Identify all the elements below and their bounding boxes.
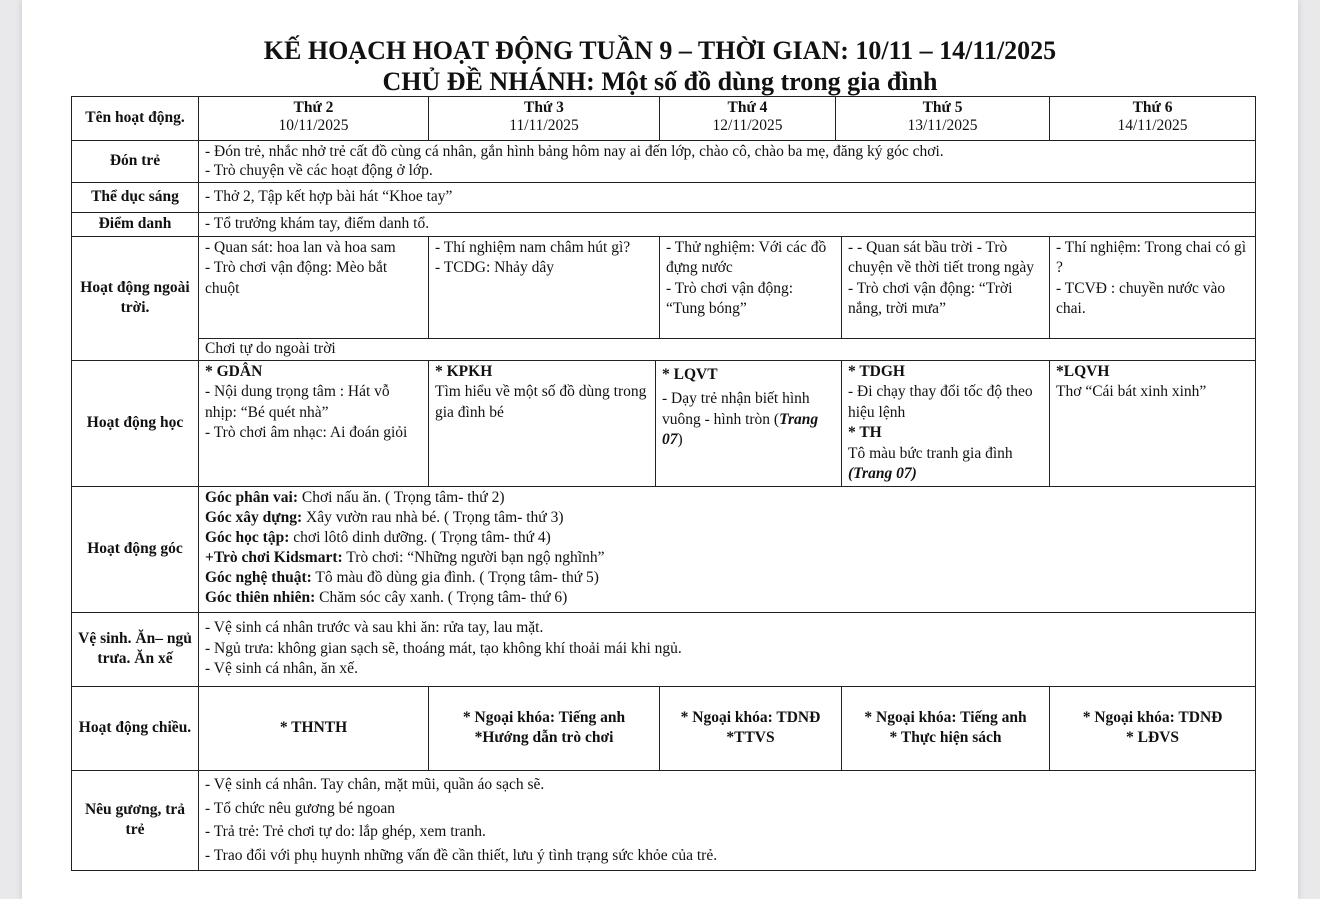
content-the-duc: - Thở 2, Tập kết hợp bài hát “Khoe tay” — [199, 183, 1256, 213]
label-don-tre: Đón trẻ — [72, 141, 199, 183]
label-diem-danh: Điểm danh — [72, 213, 199, 237]
chieu-tue: * Ngoại khóa: Tiếng anh *Hướng dẫn trò chơi — [429, 686, 660, 770]
label-goc: Hoạt động góc — [72, 486, 199, 612]
row-neu-guong — [72, 770, 1256, 870]
header-thu: Thứ 5 13/11/2025 — [836, 97, 1050, 141]
goc-item: Góc xây dựng: Xây vườn rau nhà bé. ( Trọng tâm- thứ 3) — [205, 508, 564, 526]
hoc-tue: * KPKH Tìm hiểu về một số đồ dùng trong gia đình bé — [429, 360, 656, 486]
ngoai-troi-tue: - Thí nghiệm nam châm hút gì? - TCDG: Nhảy dây — [429, 236, 660, 338]
content-goc — [199, 486, 1256, 612]
content-don-tre: - Đón trẻ, nhắc nhở trẻ cất đồ cùng cá nhân, gắn hình bảng hôm nay ai đến lớp, chào cô, chào ba mẹ, đăng ký góc chơi. - Trò chuyện về các hoạt động ở lớp. — [199, 141, 1256, 183]
row-ngoai-troi-common — [72, 338, 1256, 360]
label-hoc: Hoạt động học — [72, 360, 199, 486]
label-ve-sinh: Vệ sinh. Ăn– ngủ trưa. Ăn xế — [72, 612, 199, 686]
content-neu-guong: - Vệ sinh cá nhân. Tay chân, mặt mũi, quần áo sạch sẽ. - Tổ chức nêu gương bé ngoan - Trả trẻ: Trẻ chơi tự do: lắp ghép, xem tranh. - Trao đổi với phụ huynh những vấn đề cần thiết, lưu ý tình trạng sức khỏe của trẻ. — [199, 770, 1256, 870]
chieu-fri: * Ngoại khóa: TDNĐ * LĐVS — [1050, 686, 1256, 770]
ngoai-troi-mon: - Quan sát: hoa lan và hoa sam - Trò chơi vận động: Mèo bắt chuột — [199, 236, 429, 338]
row-don-tre — [72, 141, 1256, 183]
goc-item: Góc học tập: chơi lôtô dinh dưỡng. ( Trọng tâm- thứ 4) — [205, 528, 551, 546]
chieu-mon: * THNTH — [199, 686, 429, 770]
hoc-mon: * GDÂN - Nội dung trọng tâm : Hát vỗ nhịp: “Bé quét nhà” - Trò chơi âm nhạc: Ai đoán giỏi — [199, 360, 429, 486]
content-diem-danh: - Tổ trưởng khám tay, điểm danh tổ. — [199, 213, 1256, 237]
label-neu-guong: Nêu gương, trả trẻ — [72, 770, 199, 870]
row-goc — [72, 486, 1256, 612]
page-title: KẾ HOẠCH HOẠT ĐỘNG TUẦN 9 – THỜI GIAN: 10/11 – 14/11/2025 — [263, 36, 1057, 65]
ngoai-troi-wed: - Thử nghiệm: Với các đồ đựng nước - Trò chơi vận động: “Tung bóng” — [660, 236, 842, 338]
hoc-wed: * LQVT - Dạy trẻ nhận biết hình vuông - hình tròn (Trang 07) — [656, 360, 842, 486]
page-subtitle: CHỦ ĐỀ NHÁNH: Một số đồ dùng trong gia đình — [382, 67, 938, 96]
ngoai-troi-common: Chơi tự do ngoài trời — [199, 338, 1256, 360]
label-the-duc: Thể dục sáng — [72, 183, 199, 213]
row-diem-danh — [72, 213, 1256, 237]
row-the-duc — [72, 183, 1256, 213]
hoc-thu: * TDGH - Đi chạy thay đổi tốc độ theo hiệu lệnh * TH Tô màu bức tranh gia đình (Trang 07) — [842, 360, 1050, 486]
header-row — [72, 97, 1256, 141]
content-ve-sinh: - Vệ sinh cá nhân trước và sau khi ăn: rửa tay, lau mặt. - Ngủ trưa: không gian sạch sẽ, thoáng mát, tạo không khí thoải mái khi ngủ. - Vệ sinh cá nhân, ăn xế. — [199, 612, 1256, 686]
label-chieu: Hoạt động chiều. — [72, 686, 199, 770]
header-fri: Thứ 6 14/11/2025 — [1050, 97, 1256, 141]
header-mon: Thứ 2 10/11/2025 — [199, 97, 429, 141]
goc-item: Góc nghệ thuật: Tô màu đồ dùng gia đình. ( Trọng tâm- thứ 5) — [205, 568, 599, 586]
row-hoc — [72, 360, 1256, 486]
label-ngoai-troi: Hoạt động ngoài trời. — [72, 236, 199, 360]
ngoai-troi-fri: - Thí nghiệm: Trong chai có gì ? - TCVĐ : chuyền nước vào chai. — [1050, 236, 1256, 338]
row-chieu — [72, 686, 1256, 770]
ngoai-troi-thu: - - Quan sát bầu trời - Trò chuyện về thời tiết trong ngày - Trò chơi vận động: “Trời nắng, trời mưa” — [842, 236, 1050, 338]
header-activity-name: Tên hoạt động. — [72, 97, 199, 141]
goc-item: Góc thiên nhiên: Chăm sóc cây xanh. ( Trọng tâm- thứ 6) — [205, 588, 568, 606]
weekly-plan-table — [71, 96, 1256, 871]
header-wed: Thứ 4 12/11/2025 — [660, 97, 836, 141]
chieu-wed: * Ngoại khóa: TDNĐ *TTVS — [660, 686, 842, 770]
hoc-fri: *LQVH Thơ “Cái bát xinh xinh” — [1050, 360, 1256, 486]
goc-item: +Trò chơi Kidsmart: Trò chơi: “Những người bạn ngộ nghĩnh” — [205, 548, 605, 566]
goc-item: Góc phân vai: Chơi nấu ăn. ( Trọng tâm- thứ 2) — [205, 488, 505, 506]
header-tue: Thứ 3 11/11/2025 — [429, 97, 660, 141]
chieu-thu: * Ngoại khóa: Tiếng anh * Thực hiện sách — [842, 686, 1050, 770]
row-ngoai-troi — [72, 236, 1256, 338]
row-ve-sinh — [72, 612, 1256, 686]
